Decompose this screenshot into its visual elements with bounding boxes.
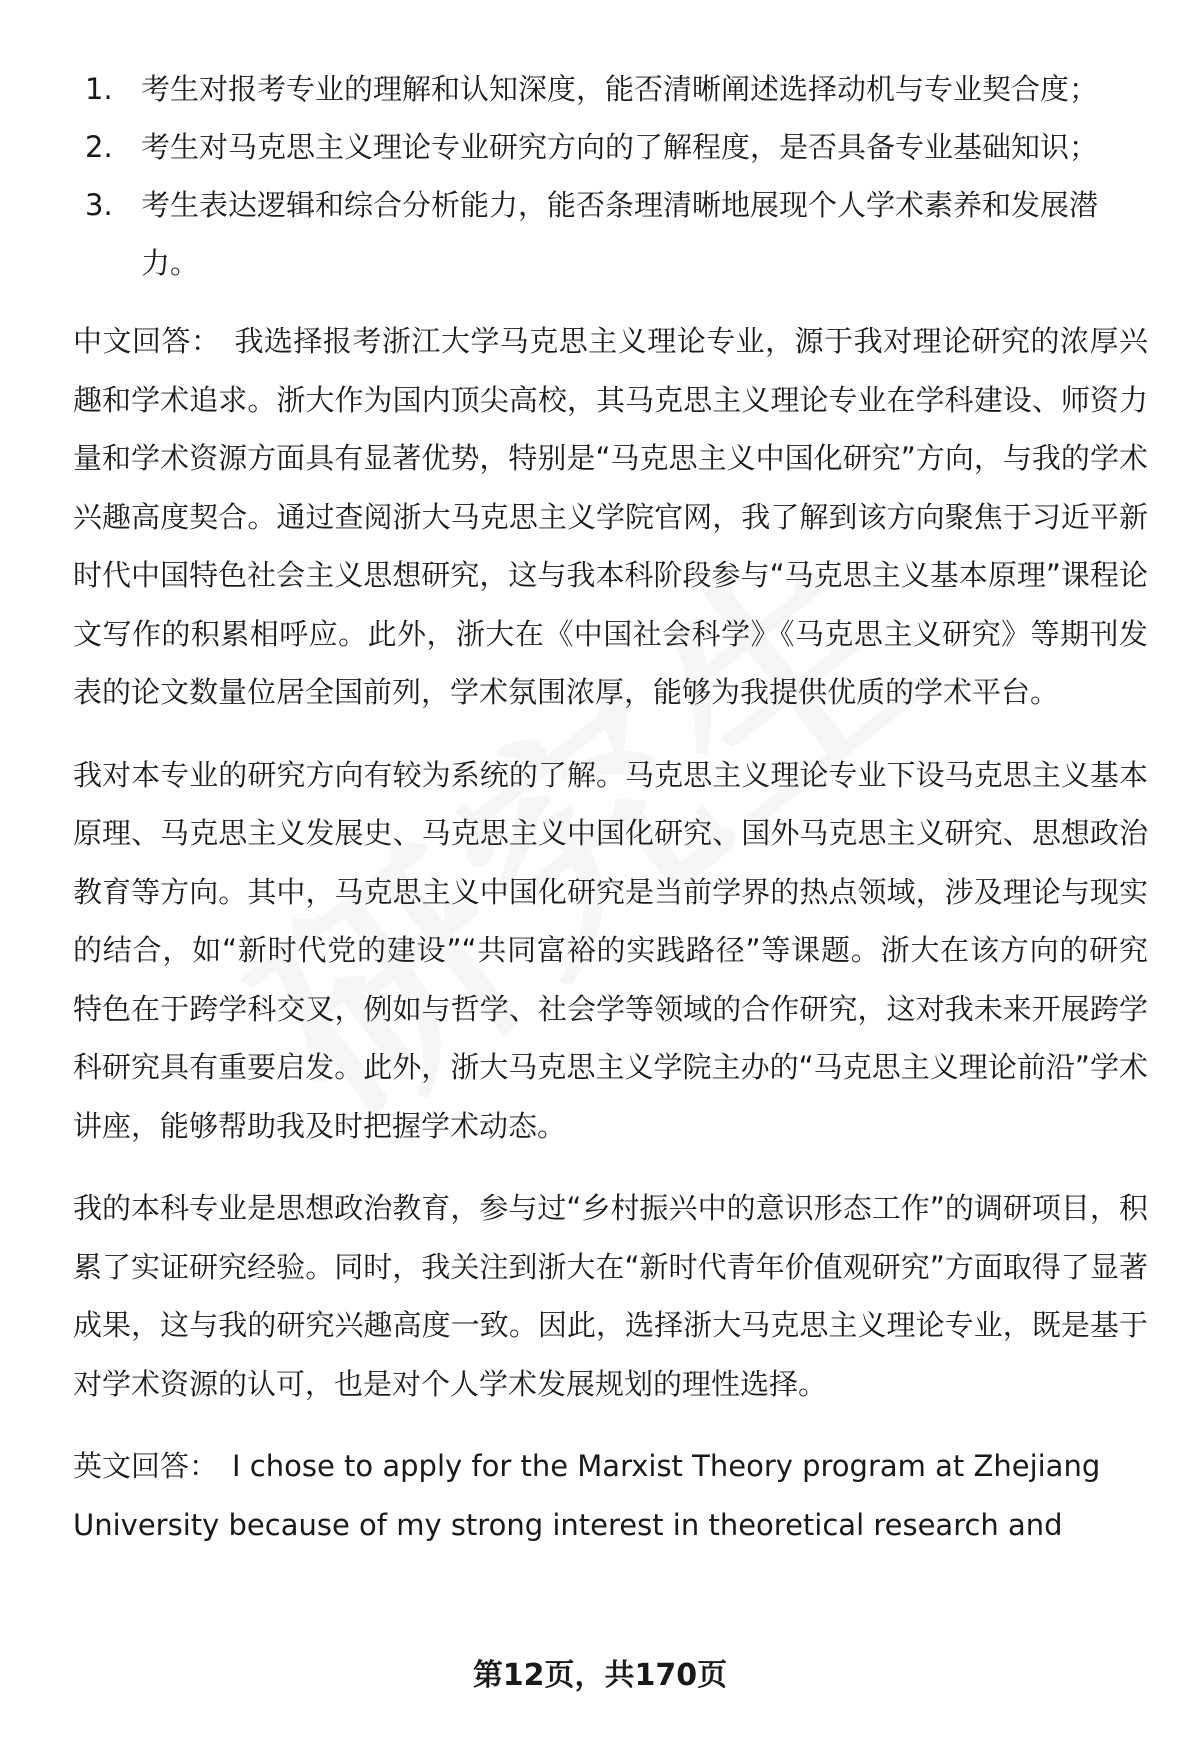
- english-answer-label: 英文回答：: [73, 1449, 219, 1483]
- criteria-text: 考生对马克思主义理论专业研究方向的了解程度，是否具备专业基础知识；: [141, 130, 1099, 164]
- criteria-text: 考生对报考专业的理解和认知深度，能否清晰阐述选择动机与专业契合度；: [141, 72, 1099, 106]
- page-number-footer: 第12页，共170页: [472, 1658, 728, 1693]
- evaluation-criteria-list: [73, 60, 1148, 292]
- chinese-answer-paragraph: 我的本科专业是思想政治教育，参与过“乡村振兴中的意识形态工作”的调研项目，积累了实证研究经验。同时，我关注到浙大在“新时代青年价值观研究”方面取得了显著成果，这与我的研究兴趣高度一致。因此，选择浙大马克思主义理论专业，既是基于对学术资源的认可，也是对个人学术发展规划的理性选择。: [73, 1191, 1148, 1401]
- criteria-item: [73, 176, 1148, 292]
- chinese-answer-paragraph: 我对本专业的研究方向有较为系统的了解。马克思主义理论专业下设马克思主义基本原理、马克思主义发展史、马克思主义中国化研究、国外马克思主义研究、思想政治教育等方向。其中，马克思主义中国化研究是当前学界的热点领域，涉及理论与现实的结合，如“新时代党的建设”“共同富裕的实践路径”等课题。浙大在该方向的研究特色在于跨学科交叉，例如与哲学、社会学等领域的合作研究，这对我未来开展跨学科研究具有重要启发。此外，浙大马克思主义学院主办的“马克思主义理论前沿”学术讲座，能够帮助我及时把握学术动态。: [73, 757, 1148, 1143]
- criteria-item: [73, 60, 1148, 118]
- criteria-number: 3.: [85, 188, 113, 222]
- criteria-item: [73, 118, 1148, 176]
- criteria-number: 2.: [85, 130, 113, 164]
- paragraph-text: 我选择报考浙江大学马克思主义理论专业，源于我对理论研究的浓厚兴趣和学术追求。浙大作为国内顶尖高校，其马克思主义理论专业在学科建设、师资力量和学术资源方面具有显著优势，特别是“马克思主义中国化研究”方向，与我的学术兴趣高度契合。通过查阅浙大马克思主义学院官网，我了解到该方向聚焦于习近平新时代中国特色社会主义思想研究，这与我本科阶段参与“马克思主义基本原理”课程论文写作的积累相呼应。此外，浙大在《中国社会科学》《马克思主义研究》等期刊发表的论文数量位居全国前列，学术氛围浓厚，能够为我提供优质的学术平台。: [73, 324, 1148, 709]
- criteria-text: 考生表达逻辑和综合分析能力，能否条理清晰地展现个人学术素养和发展潜力。: [141, 188, 1099, 280]
- criteria-number: 1.: [85, 72, 113, 106]
- document-page: [73, 60, 1148, 1554]
- english-answer-paragraph: [73, 1437, 1148, 1554]
- chinese-answer-paragraph: [73, 312, 1148, 722]
- chinese-answer-label: 中文回答：: [73, 324, 221, 358]
- english-answer-text: I chose to apply for the Marxist Theory program at Zhejiang University because of my strong interest in theoretical research and: [73, 1449, 1101, 1542]
